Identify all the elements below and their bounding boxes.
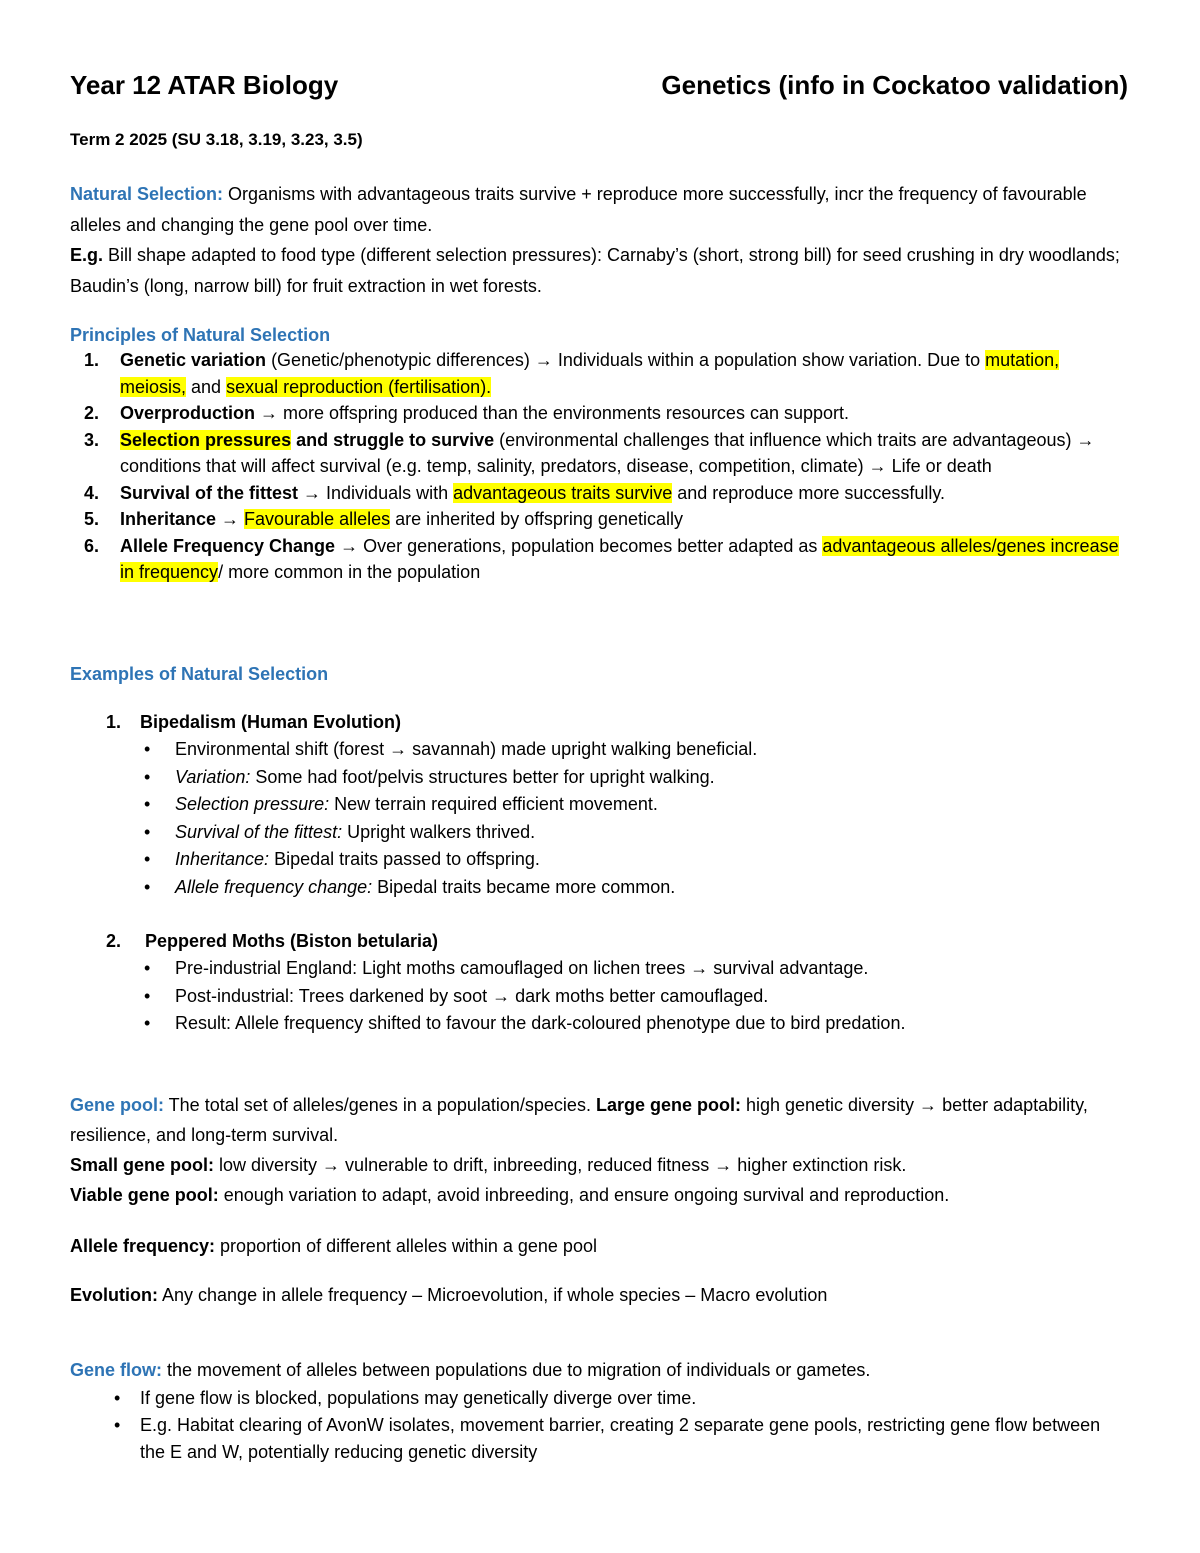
item-text: → more offspring produced than the environments resources can support. <box>255 403 850 423</box>
natural-selection-label: Natural Selection: <box>70 184 224 204</box>
bullet-label: Allele frequency change: <box>175 876 373 897</box>
list-item <box>70 736 1130 764</box>
bullet-icon: • <box>144 849 151 869</box>
principles-title: Principles of Natural Selection <box>70 325 331 345</box>
item-number: 1. <box>84 350 100 370</box>
evolution-text: Any change in allele frequency – Microevolution, if whole species – Macro evolution <box>158 1285 828 1305</box>
item-number: 6. <box>84 535 100 556</box>
viable-gene-pool-label: Viable gene pool: <box>70 1185 219 1205</box>
examples-title: Examples of Natural Selection <box>70 664 329 684</box>
highlighted-text: Favourable alleles <box>244 509 391 529</box>
example-title: Bipedalism (Human Evolution) <box>140 712 402 732</box>
item-term: Inheritance <box>120 509 217 529</box>
bullet-label: Survival of the fittest: <box>175 821 343 842</box>
item-number: 2. <box>84 403 100 423</box>
header-course-title: Year 12 ATAR Biology <box>70 70 339 100</box>
bullet-text: Post-industrial: Trees darkened by soot → dark moths better camouflaged. <box>175 985 769 1006</box>
item-term: Overproduction <box>120 403 256 423</box>
principles-list <box>70 347 1130 586</box>
allele-frequency-text: proportion of different alleles within a gene pool <box>215 1236 597 1256</box>
list-item <box>70 791 1130 819</box>
term-line: Term 2 2025 (SU 3.18, 3.19, 3.23, 3.5) <box>70 130 363 149</box>
item-text: (Genetic/phenotypic differences) → Individuals within a population show variation. Due to <box>266 350 986 370</box>
list-item <box>70 1385 1130 1412</box>
bullet-text: Bipedal traits became more common. <box>372 876 676 897</box>
bullet-text: Result: Allele frequency shifted to favour the dark-coloured phenotype due to bird predation. <box>175 1013 906 1033</box>
evolution-label: Evolution: <box>70 1285 158 1305</box>
natural-selection-definition <box>70 179 1130 301</box>
list-item <box>70 480 1130 507</box>
item-text: → Individuals with <box>298 482 454 503</box>
bullet-icon: • <box>144 958 151 978</box>
item-text: are inherited by offspring genetically <box>390 509 683 529</box>
principles-section <box>70 320 1130 586</box>
list-item <box>70 819 1130 847</box>
gene-pool-section <box>70 1090 1130 1210</box>
highlighted-text: advantageous alleles/genes increase in frequency <box>120 535 1119 582</box>
list-item <box>70 846 1130 874</box>
list-item <box>70 983 1130 1011</box>
list-item <box>70 506 1130 533</box>
bullet-label: Inheritance: <box>175 849 270 869</box>
bullet-text: Environmental shift (forest → savannah) made upright walking beneficial. <box>175 739 758 759</box>
example-bullets <box>70 955 1130 1038</box>
list-item <box>70 533 1130 586</box>
bullet-icon: • <box>144 794 151 814</box>
small-gene-pool-text: low diversity → vulnerable to drift, inbreeding, reduced fitness → higher extinction risk. <box>214 1155 907 1175</box>
large-gene-pool-label: Large gene pool: <box>595 1095 741 1115</box>
gene-flow-label: Gene flow: <box>70 1360 163 1380</box>
bullet-icon: • <box>144 1013 151 1033</box>
bullet-label: Variation: <box>175 766 251 787</box>
viable-gene-pool-text: enough variation to adapt, avoid inbreeding, and ensure ongoing survival and reproduction. <box>218 1185 950 1205</box>
bullet-icon: • <box>144 766 151 787</box>
item-text: (environmental challenges that influence which traits are advantageous) → conditions that will affect survival (e.g. temp, salinity, predators, disease, competition, climate) → Life or death <box>120 429 1095 476</box>
gene-flow-bullets <box>70 1385 1130 1466</box>
item-term: Survival of the fittest <box>120 482 299 503</box>
bullet-label: Selection pressure: <box>175 794 330 814</box>
item-term: Allele Frequency Change <box>120 535 336 556</box>
bullet-text: Bipedal traits passed to offspring. <box>269 849 540 869</box>
eg-text: Bill shape adapted to food type (different selection pressures): Carnaby’s (short, strong bill) for seed crushing in dry woodlands; Baudin’s (long, narrow bill) for fruit extraction in wet forests. <box>70 245 1120 296</box>
page-header <box>70 70 1128 101</box>
example-heading <box>70 928 1130 955</box>
highlighted-text: sexual reproduction (fertilisation). <box>226 376 492 397</box>
bullet-icon: • <box>114 1415 121 1435</box>
list-item <box>70 400 1130 427</box>
item-text: → <box>216 509 245 529</box>
item-text: → Over generations, population becomes better adapted as <box>335 535 823 556</box>
bullet-icon: • <box>144 739 151 759</box>
list-item <box>70 764 1130 792</box>
bullet-text: Upright walkers thrived. <box>342 821 536 842</box>
natural-selection-text: Organisms with advantageous traits survive + reproduce more successfully, incr the frequency of favourable alleles and changing the gene pool over time. <box>70 184 1087 235</box>
item-text: / more common in the population <box>218 562 481 582</box>
list-item <box>70 1010 1130 1038</box>
bullet-icon: • <box>144 821 151 842</box>
list-item <box>70 1412 1130 1466</box>
item-text: and <box>186 376 227 397</box>
item-number: 3. <box>84 429 100 450</box>
allele-frequency-label: Allele frequency: <box>70 1236 216 1256</box>
bullet-text: Pre-industrial England: Light moths camouflaged on lichen trees → survival advantage. <box>175 958 869 978</box>
item-number: 5. <box>84 509 100 529</box>
bullet-text: New terrain required efficient movement. <box>329 794 658 814</box>
eg-label: E.g. <box>70 245 104 265</box>
highlighted-text: advantageous traits survive <box>453 482 673 503</box>
highlighted-text: Selection pressures <box>120 429 292 450</box>
large-gene-pool-text: high genetic diversity → better adaptability, resilience, and long-term survival. <box>70 1095 1088 1145</box>
item-term: Genetic variation <box>120 350 267 370</box>
list-item <box>70 427 1130 480</box>
allele-frequency-definition <box>70 1231 1130 1261</box>
list-item <box>70 955 1130 983</box>
item-number: 4. <box>84 482 100 503</box>
gene-flow-definition <box>70 1356 1130 1385</box>
item-term: and struggle to survive <box>291 429 495 450</box>
gene-pool-text: The total set of alleles/genes in a population/species. <box>164 1095 596 1115</box>
list-item <box>70 874 1130 902</box>
header-topic-title: Genetics (info in Cockatoo validation) <box>661 70 1128 100</box>
gene-pool-label: Gene pool: <box>70 1095 164 1115</box>
evolution-definition <box>70 1280 1130 1310</box>
bullet-text: E.g. Habitat clearing of AvonW isolates, movement barrier, creating 2 separate gene pools, restricting gene flow between the E and W, potentially reducing genetic diversity <box>140 1415 1101 1462</box>
example-number: 1. <box>106 712 122 732</box>
item-text: and reproduce more successfully. <box>672 482 946 503</box>
bullet-icon: • <box>144 876 151 897</box>
list-item <box>70 347 1130 400</box>
bullet-icon: • <box>114 1388 121 1408</box>
small-gene-pool-label: Small gene pool: <box>70 1155 215 1175</box>
bullet-icon: • <box>144 985 151 1006</box>
highlighted-text: mutation, meiosis, <box>120 350 1060 397</box>
bullet-text: Some had foot/pelvis structures better for upright walking. <box>250 766 715 787</box>
example-number: 2. <box>106 931 122 951</box>
example-title: Peppered Moths (Biston betularia) <box>145 931 439 951</box>
examples-section <box>70 659 1130 1038</box>
example-heading <box>70 709 1130 736</box>
gene-flow-text: the movement of alleles between populations due to migration of individuals or gametes. <box>162 1360 871 1380</box>
gene-flow-section <box>70 1356 1130 1466</box>
bullet-text: If gene flow is blocked, populations may genetically diverge over time. <box>140 1388 697 1408</box>
example-bullets <box>70 736 1130 901</box>
